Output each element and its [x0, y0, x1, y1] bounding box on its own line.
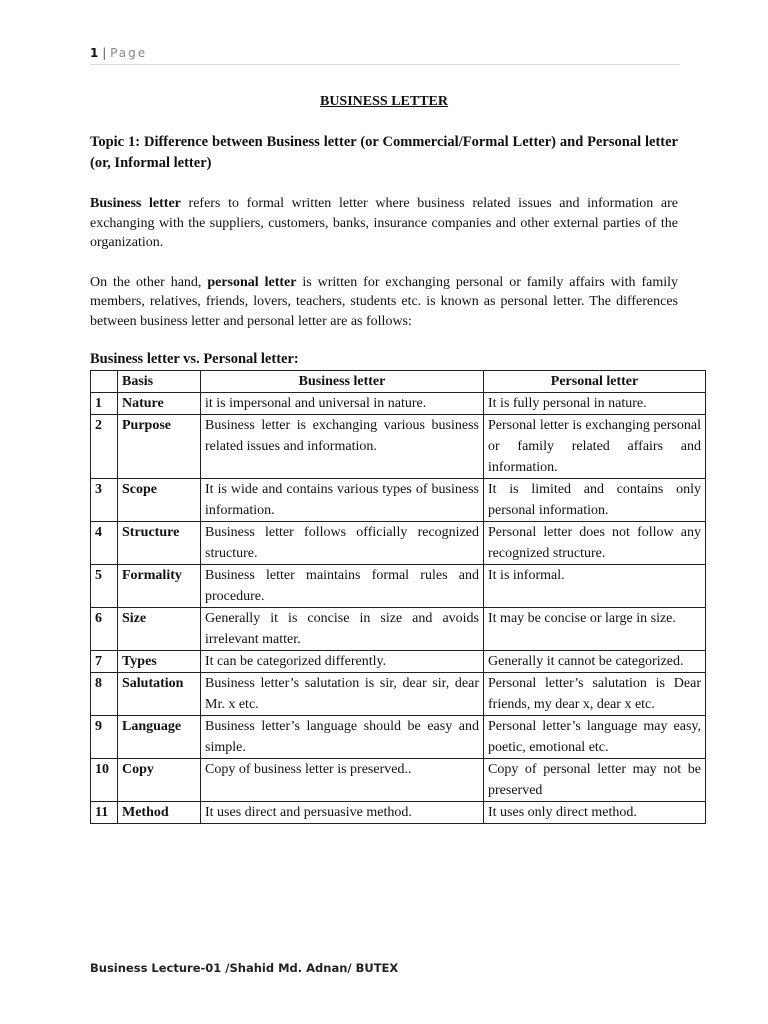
- row-business-letter: Copy of business letter is preserved..: [201, 759, 484, 802]
- row-personal-letter: Personal letter is exchanging personal or family related affairs and information.: [484, 415, 706, 479]
- row-basis: Purpose: [118, 415, 201, 479]
- table-row: [91, 393, 706, 415]
- header-business-letter: Business letter: [201, 371, 484, 393]
- personal-letter-term: personal letter: [207, 274, 297, 290]
- row-business-letter: Business letter follows officially recognized structure.: [201, 522, 484, 565]
- row-business-letter: It is wide and contains various types of business information.: [201, 479, 484, 522]
- row-basis: Copy: [118, 759, 201, 802]
- row-personal-letter: It may be concise or large in size.: [484, 608, 706, 651]
- table-header-row: [91, 371, 706, 393]
- table-row: [91, 608, 706, 651]
- business-letter-definition: [90, 194, 678, 253]
- table-row: [91, 522, 706, 565]
- row-basis: Method: [118, 802, 201, 824]
- row-personal-letter: Personal letter’s language may easy, poetic, emotional etc.: [484, 716, 706, 759]
- personal-letter-definition: [90, 273, 678, 332]
- page-header: [90, 46, 680, 65]
- comparison-table: [90, 370, 706, 824]
- row-business-letter: it is impersonal and universal in nature.: [201, 393, 484, 415]
- document-body: [90, 94, 701, 824]
- row-number: 10: [91, 759, 118, 802]
- table-row: [91, 479, 706, 522]
- table-row: [91, 565, 706, 608]
- row-personal-letter: It is informal.: [484, 565, 706, 608]
- row-number: 6: [91, 608, 118, 651]
- table-row: [91, 415, 706, 479]
- row-business-letter: Business letter’s salutation is sir, dear sir, dear Mr. x etc.: [201, 673, 484, 716]
- row-basis: Nature: [118, 393, 201, 415]
- row-business-letter: Business letter’s language should be easy and simple.: [201, 716, 484, 759]
- row-personal-letter: Generally it cannot be categorized.: [484, 651, 706, 673]
- row-number: 9: [91, 716, 118, 759]
- row-number: 4: [91, 522, 118, 565]
- page-separator: |: [102, 46, 107, 60]
- row-number: 3: [91, 479, 118, 522]
- row-basis: Scope: [118, 479, 201, 522]
- table-row: [91, 716, 706, 759]
- row-number: 1: [91, 393, 118, 415]
- business-letter-term: Business letter: [90, 196, 181, 211]
- row-business-letter: It can be categorized differently.: [201, 651, 484, 673]
- row-basis: Salutation: [118, 673, 201, 716]
- business-letter-definition-text: refers to formal written letter where business related issues and information are exchanging with the suppliers, customers, banks, insurance companies and other external parties of the organization.: [90, 196, 678, 250]
- header-personal-letter: Personal letter: [484, 371, 706, 393]
- row-personal-letter: It is limited and contains only personal information.: [484, 479, 706, 522]
- header-no: [91, 371, 118, 393]
- row-basis: Structure: [118, 522, 201, 565]
- row-personal-letter: Personal letter’s salutation is Dear friends, my dear x, dear x etc.: [484, 673, 706, 716]
- row-number: 8: [91, 673, 118, 716]
- row-number: 11: [91, 802, 118, 824]
- topic-heading: Topic 1: Difference between Business letter (or Commercial/Formal Letter) and Personal letter (or, Informal letter): [90, 134, 678, 171]
- row-basis: Size: [118, 608, 201, 651]
- row-number: 5: [91, 565, 118, 608]
- row-business-letter: Generally it is concise in size and avoids irrelevant matter.: [201, 608, 484, 651]
- row-basis: Formality: [118, 565, 201, 608]
- row-number: 2: [91, 415, 118, 479]
- row-personal-letter: It uses only direct method.: [484, 802, 706, 824]
- table-caption: Business letter vs. Personal letter:: [90, 351, 299, 367]
- page-footer: Business Lecture-01 /Shahid Md. Adnan/ BUTEX: [90, 961, 399, 975]
- row-personal-letter: It is fully personal in nature.: [484, 393, 706, 415]
- personal-letter-intro: On the other hand,: [90, 274, 208, 290]
- row-basis: Types: [118, 651, 201, 673]
- table-row: [91, 759, 706, 802]
- personal-letter-definition-text: is written for exchanging personal or family affairs with family members, relatives, friends, lovers, teachers, students etc. is known as personal letter. The differences between business letter and personal letter are as follows:: [90, 274, 678, 329]
- table-row: [91, 673, 706, 716]
- page-label: Page: [110, 46, 148, 60]
- table-row: [91, 651, 706, 673]
- row-personal-letter: Personal letter does not follow any recognized structure.: [484, 522, 706, 565]
- row-number: 7: [91, 651, 118, 673]
- page-number: 1: [90, 46, 99, 60]
- row-business-letter: Business letter maintains formal rules and procedure.: [201, 565, 484, 608]
- document-title: BUSINESS LETTER: [319, 94, 448, 109]
- row-basis: Language: [118, 716, 201, 759]
- table-row: [91, 802, 706, 824]
- row-personal-letter: Copy of personal letter may not be preserved: [484, 759, 706, 802]
- row-business-letter: It uses direct and persuasive method.: [201, 802, 484, 824]
- header-basis: Basis: [118, 371, 201, 393]
- row-business-letter: Business letter is exchanging various business related issues and information.: [201, 415, 484, 479]
